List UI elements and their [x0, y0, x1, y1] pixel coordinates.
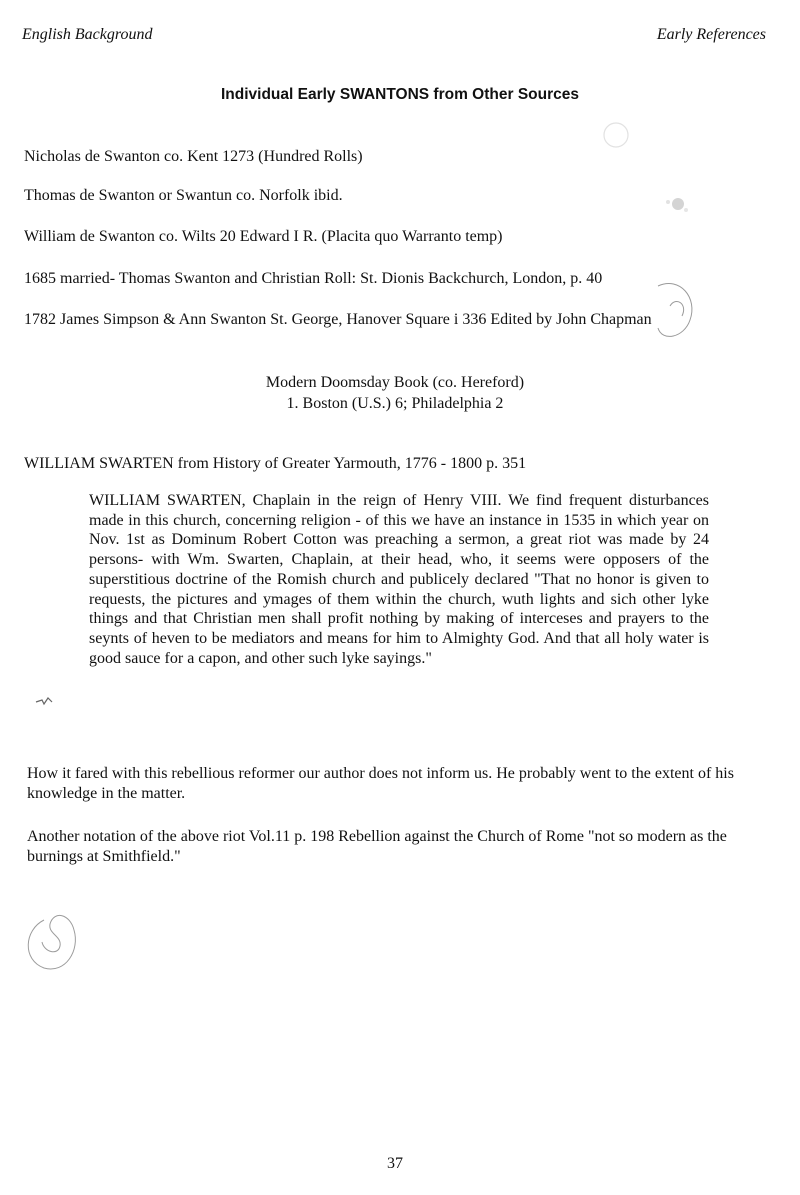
scan-speck [650, 190, 694, 220]
page-number: 37 [387, 1155, 403, 1172]
entry-william: William de Swanton co. Wilts 20 Edward I R. (Placita quo Warranto temp) [24, 228, 503, 245]
running-header-left: English Background [22, 26, 153, 43]
paragraph-reformer: How it fared with this rebellious reformer our author does not inform us. He probably went to the extent of his knowledge in the matter. [27, 765, 734, 802]
entry-1782-marriage: 1782 James Simpson & Ann Swanton St. George, Hanover Square i 336 Edited by John Chapman [24, 311, 652, 328]
entry-1685-marriage: 1685 married- Thomas Swanton and Christian Roll: St. Dionis Backchurch, London, p. 40 [24, 270, 603, 287]
swarten-quote: WILLIAM SWARTEN, Chaplain in the reign of Henry VIII. We find frequent disturbances made in this church, concerning religion - of this we have an instance in 1535 in which year on Nov. 1st as Dominum Robert Cotton was preaching a sermon, a great riot was made by 24 persons- with Wm. Swarten, Chaplain, at their head, who, it seems were opposers of the superstitious doctrine of the Romish church and publicely declared "That no honor is given to requests, the pictures and ymages of them within the church, wuth lights and sich other lyke things and that Christian men shall profit nothing by making of interceses and prayers to the seynts of heven to be mediators and means for him to Almighty God. And that all holy water is good sauce for a capon, and other such lyke sayings." [89, 492, 709, 667]
swarten-heading: WILLIAM SWARTEN from History of Greater Yarmouth, 1776 - 1800 p. 351 [24, 455, 527, 472]
doomsday-block [0, 372, 790, 414]
scan-speck-left [30, 692, 60, 712]
entry-thomas: Thomas de Swanton or Swantun co. Norfolk ibid. [24, 187, 343, 204]
scan-smudge-circle [600, 118, 632, 152]
doomsday-line-2: 1. Boston (U.S.) 6; Philadelphia 2 [286, 395, 504, 412]
running-header-right: Early References [656, 26, 766, 43]
section-title: Individual Early SWANTONS from Other Sources [220, 86, 579, 103]
pen-scribble-mark [14, 900, 94, 980]
pen-loop-mark [640, 276, 700, 346]
doomsday-line-1: Modern Doomsday Book (co. Hereford) [265, 374, 525, 391]
entry-nicholas: Nicholas de Swanton co. Kent 1273 (Hundred Rolls) [24, 148, 363, 165]
paragraph-notation: Another notation of the above riot Vol.11 p. 198 Rebellion against the Church of Rome "not so modern as the burnings at Smithfield." [27, 828, 727, 865]
